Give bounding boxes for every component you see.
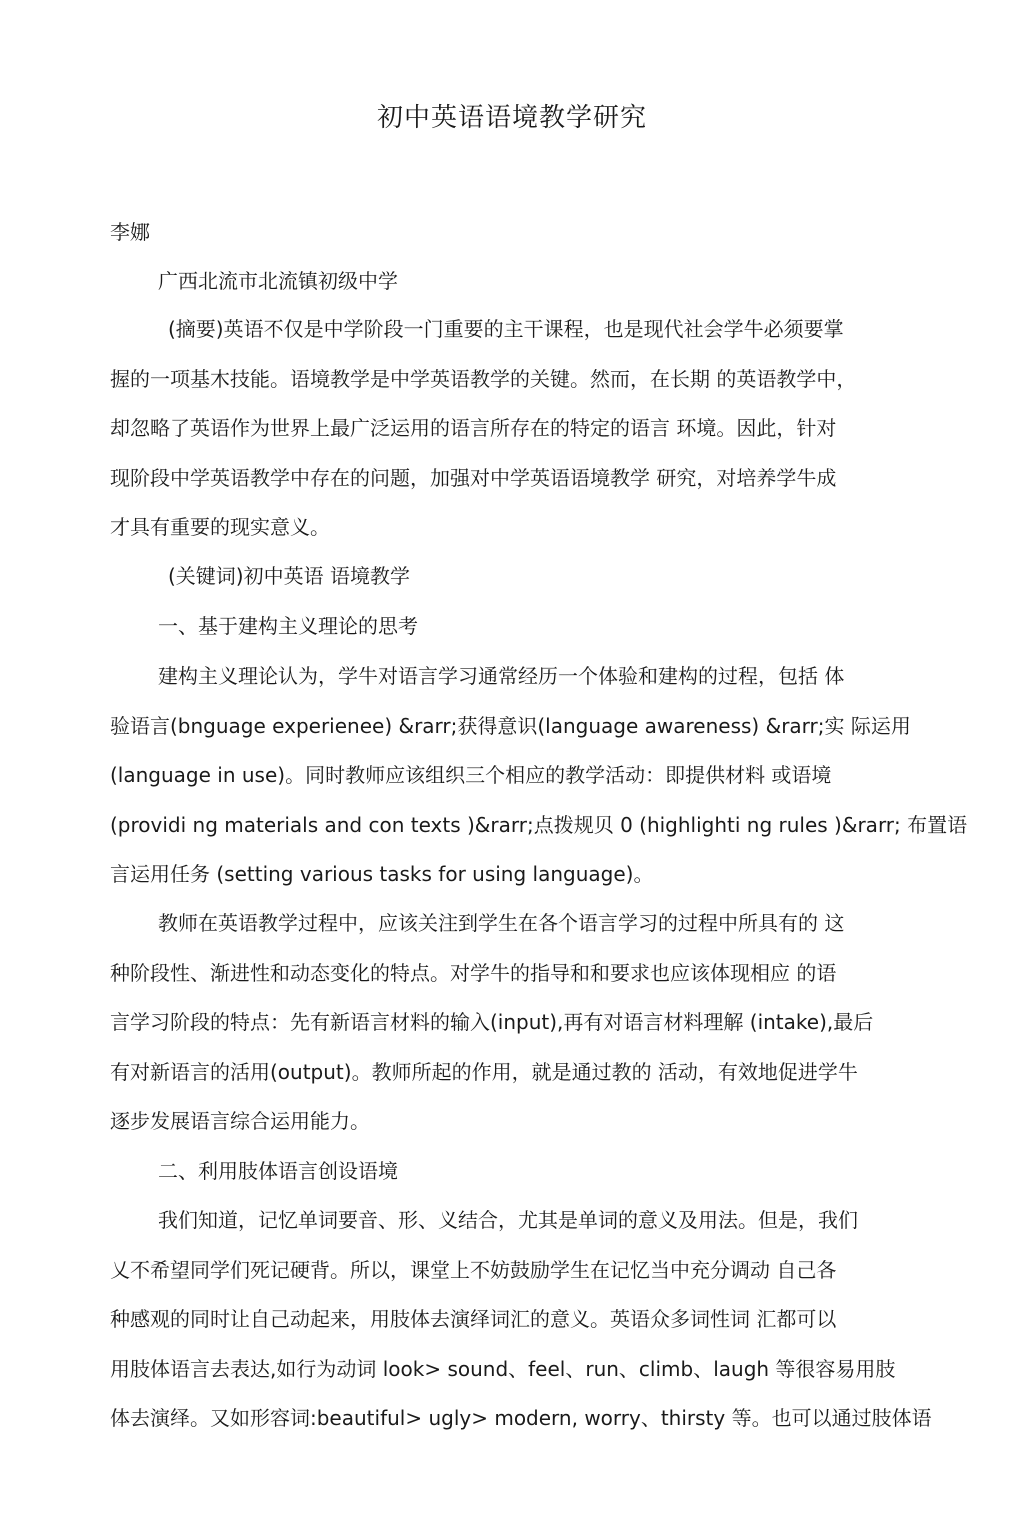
paragraph-line: 有对新语言的活用(output)。教师所起的作用，就是通过教的 活动，有效地促进学牛: [110, 1059, 858, 1084]
paragraph-line: (providi ng materials and con texts )&rarr;点拨规贝 0 (highlighti ng rules )&rarr; 布置语: [110, 812, 968, 837]
paragraph-line: 言运用任务 (setting various tasks for using language)。: [110, 862, 654, 886]
section-heading: 一、基于建构主义理论的思考: [158, 614, 418, 638]
paragraph-line: 种感观的同时让自己动起来，用肢体去演绎词汇的意义。英语众多词性词 汇都可以: [110, 1307, 837, 1331]
abstract-line: (摘要)英语不仅是中学阶段一门重要的主干课程，也是现代社会学牛必须要掌: [168, 317, 844, 341]
section-heading: 二、利用肢体语言创设语境: [158, 1159, 398, 1183]
paragraph-line: (language in use)。同时教师应该组织三个相应的教学活动：即提供材料 或语境: [110, 763, 832, 787]
paragraph-line: 乂不希望同学们死记硬背。所以，课堂上不妨鼓励学生在记忆当中充分调动 自己各: [110, 1257, 837, 1282]
paragraph-line: 教师在英语教学过程中，应该关注到学生在各个语言学习的过程中所具有的 这: [158, 911, 845, 935]
author-name: 李娜: [110, 220, 150, 244]
section-1-paragraph-2: [110, 899, 930, 1147]
abstract-line: 现阶段中学英语教学中存在的问题，加强对中学英语语境教学 研究，对培养学牛成: [110, 465, 837, 490]
keywords-line: (关键词)初中英语 语境教学: [168, 564, 410, 588]
paragraph-line: 用肢体语言去表达,如行为动词 look> sound、feel、run、climb、laugh 等很容易用肢: [110, 1356, 896, 1381]
author-affiliation: 广西北流市北流镇初级中学: [158, 269, 398, 293]
abstract-paragraph: [110, 305, 930, 553]
abstract-line: 却忽略了英语作为世界上最广泛运用的语言所存在的特定的语言 环境。因此，针对: [110, 416, 837, 440]
document-title: 初中英语语境教学研究: [376, 103, 647, 133]
keywords-paragraph: [110, 552, 930, 602]
paragraph-line: 言学习阶段的特点：先有新语言材料的输入(input),再有对语言材料理解 (intake),最后: [110, 1010, 874, 1034]
section-1-heading: [110, 602, 930, 652]
abstract-line: 握的一项基木技能。语境教学是中学英语教学的关键。然而，在长期 的英语教学中，: [110, 366, 857, 391]
paragraph-line: 种阶段性、渐进性和动态变化的特点。对学牛的指导和和要求也应该体现相应 的语: [110, 960, 837, 985]
paragraph-line: 验语言(bnguage experienee) &rarr;获得意识(language awareness) &rarr;实 际运用: [110, 713, 911, 738]
paragraph-line: 体去演绎。又如形容词:beautiful> ugly> modern, worry、thirsty 等。也可以通过肢体语: [110, 1406, 932, 1430]
section-2-paragraph-1: [110, 1196, 930, 1444]
paragraph-line: 我们知道，记忆单词要音、形、义结合，尤其是单词的意义及用法。但是，我们: [158, 1208, 858, 1232]
paragraph-line: 逐步发展语言综合运用能力。: [110, 1109, 370, 1133]
section-2-heading: [110, 1147, 930, 1197]
paragraph-line: 建构主义理论认为，学牛对语言学习通常经历一个体验和建构的过程，包括 体: [158, 664, 845, 688]
abstract-line: 才具有重要的现实意义。: [110, 515, 330, 539]
section-1-paragraph-1: [110, 652, 968, 900]
